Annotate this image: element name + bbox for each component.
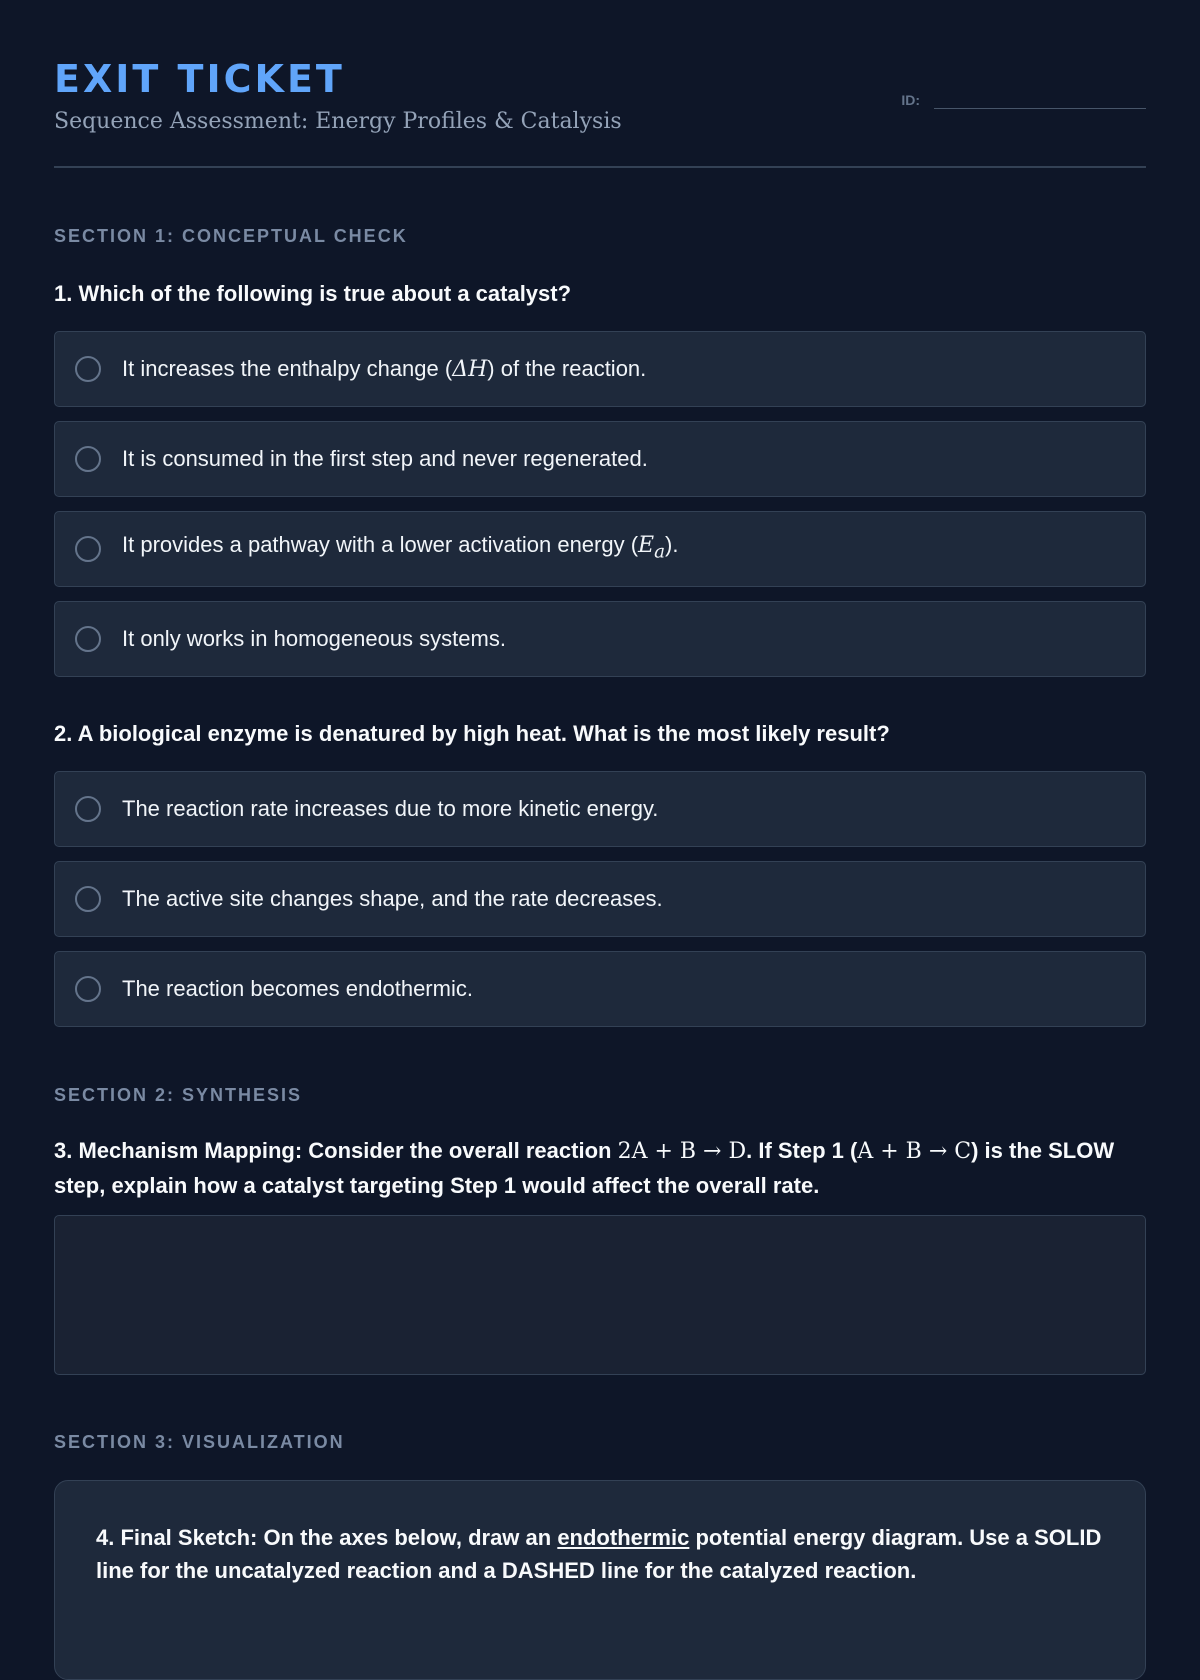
- q1-option-c[interactable]: [54, 511, 1146, 587]
- worksheet-header: [54, 0, 1146, 168]
- option-text: The reaction becomes endothermic.: [122, 976, 473, 1001]
- q2-option-a[interactable]: [54, 771, 1146, 847]
- page-subtitle: Sequence Assessment: Energy Profiles & Catalysis: [54, 109, 622, 134]
- question-4: 4. Final Sketch: On the axes below, draw an endothermic potential energy diagram. Use a SOLID line for the uncatalyzed reaction and a DASHED line for the catalyzed reaction.: [96, 1525, 1102, 1583]
- option-text: It only works in homogeneous systems.: [122, 626, 506, 651]
- section-3-label: SECTION 3: VISUALIZATION: [54, 1432, 345, 1452]
- q1-option-a[interactable]: [54, 331, 1146, 407]
- section-1-label: SECTION 1: CONCEPTUAL CHECK: [54, 226, 408, 246]
- id-label: ID:: [901, 92, 920, 108]
- option-text: It is consumed in the first step and never regenerated.: [122, 446, 648, 471]
- question-1: 1. Which of the following is true about a catalyst?: [54, 281, 572, 306]
- option-text: The active site changes shape, and the rate decreases.: [122, 886, 663, 911]
- sketch-card: [54, 1480, 1146, 1680]
- q2-option-b[interactable]: [54, 861, 1146, 937]
- option-text: The reaction rate increases due to more kinetic energy.: [122, 796, 659, 821]
- radio-button[interactable]: [75, 976, 101, 1002]
- enthalpy-symbol: ΔH: [452, 356, 488, 382]
- radio-button[interactable]: [75, 536, 101, 562]
- question-3-answer-input[interactable]: [54, 1215, 1146, 1375]
- q1-option-d[interactable]: [54, 601, 1146, 677]
- answer-area: [54, 1215, 1146, 1375]
- radio-button[interactable]: [75, 886, 101, 912]
- step-1-equation: A + B → C: [857, 1139, 972, 1164]
- option-text: It increases the enthalpy change (ΔH) of the reaction.: [122, 355, 647, 382]
- activation-energy-symbol: E: [638, 533, 655, 559]
- question-3: 3. Mechanism Mapping: Consider the overall reaction 2A + B → D. If Step 1 (A + B → C) is the SLOW step, explain how a catalyst targeting Step 1 would affect the overall rate.: [54, 1138, 1115, 1198]
- overall-reaction-equation: 2A + B → D: [617, 1139, 747, 1164]
- question-2: 2. A biological enzyme is denatured by high heat. What is the most likely result?: [54, 721, 890, 746]
- question-2-options: [54, 771, 1146, 1041]
- section-2-label: SECTION 2: SYNTHESIS: [54, 1085, 303, 1105]
- q1-option-b[interactable]: [54, 421, 1146, 497]
- radio-button[interactable]: [75, 626, 101, 652]
- option-text: It provides a pathway with a lower activation energy $(E_a)$.: [122, 532, 679, 563]
- question-1-options: [54, 331, 1146, 691]
- id-input[interactable]: [934, 86, 1146, 109]
- page-title: EXIT TICKET: [54, 57, 345, 101]
- q2-option-c[interactable]: [54, 951, 1146, 1027]
- radio-button[interactable]: [75, 446, 101, 472]
- radio-button[interactable]: [75, 356, 101, 382]
- endothermic-emphasis: endothermic: [557, 1525, 690, 1550]
- id-field-group: [901, 86, 1146, 109]
- radio-button[interactable]: [75, 796, 101, 822]
